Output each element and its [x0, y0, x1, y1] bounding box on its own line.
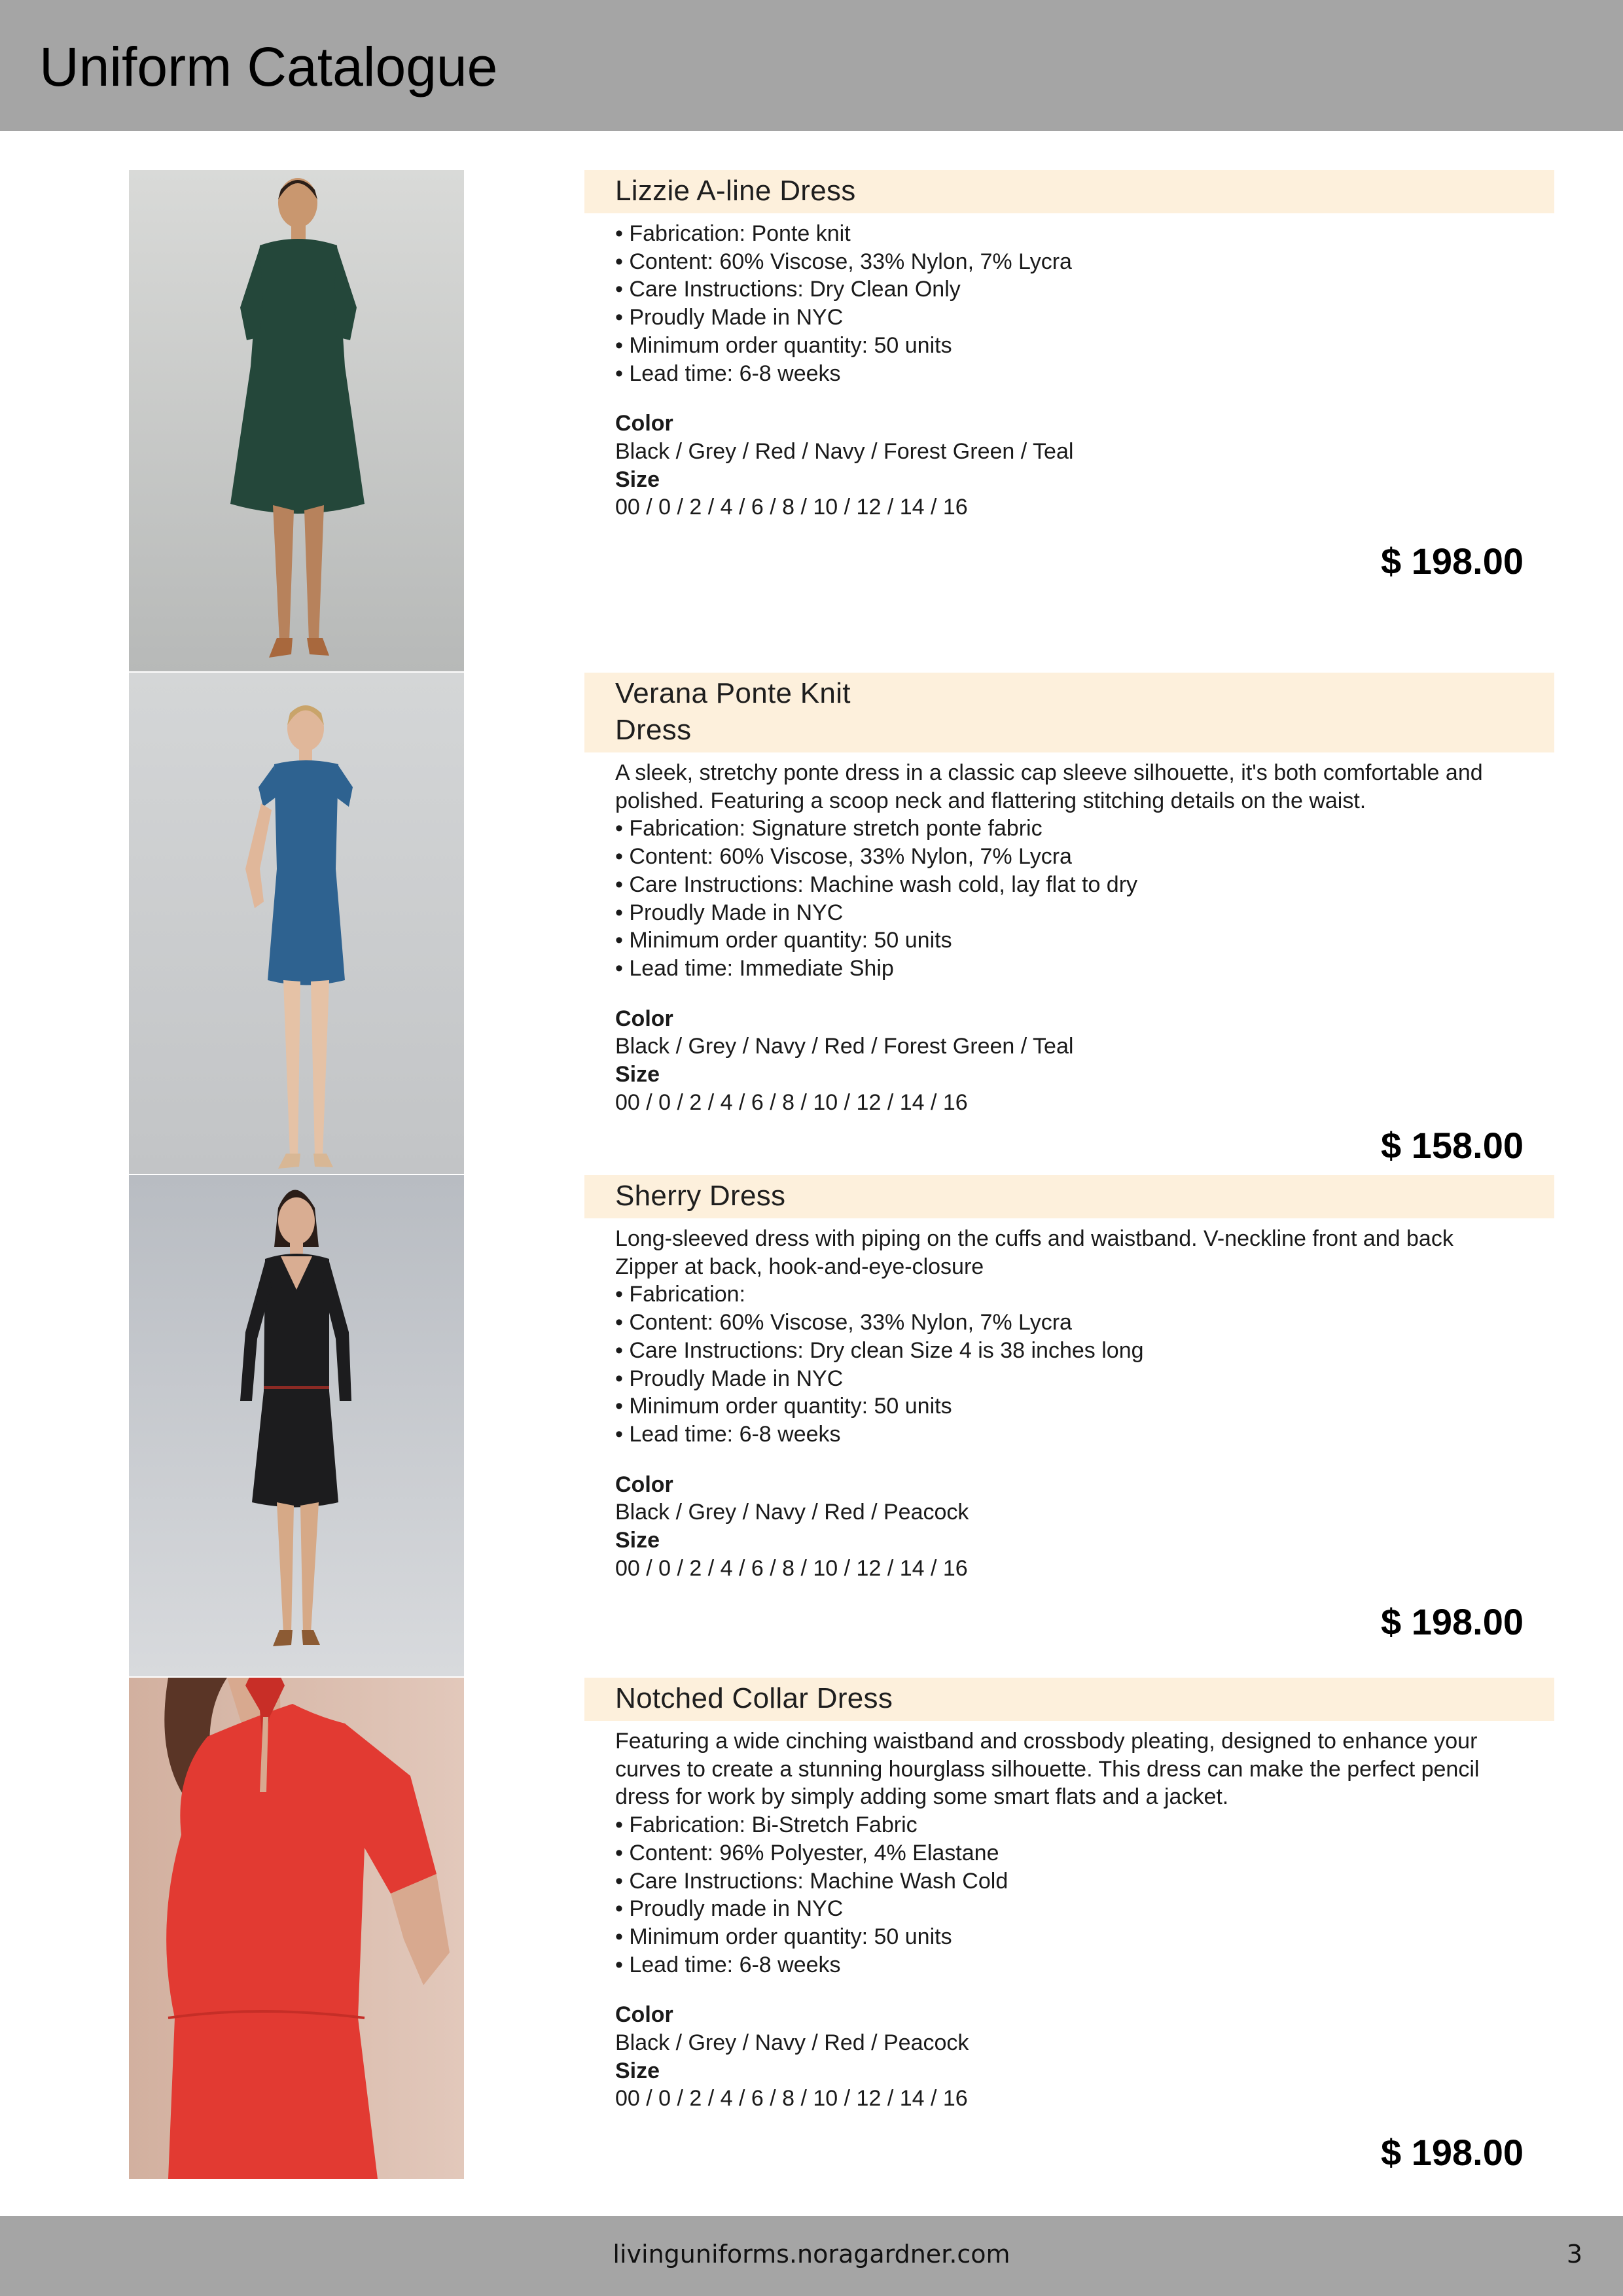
bullet-min-order: • Minimum order quantity: 50 units: [615, 1392, 1524, 1421]
description-line: polished. Featuring a scoop neck and flattering stitching details on the waist.: [615, 788, 1366, 813]
product-photo-verana: [129, 673, 464, 1174]
bullet-lead-time: • Lead time: 6-8 weeks: [615, 1421, 1524, 1449]
bullet-lead-time: • Lead time: 6-8 weeks: [615, 1951, 1524, 1979]
page-number: 3: [1566, 2240, 1582, 2269]
color-options: Black / Grey / Red / Navy / Forest Green / Teal: [615, 438, 1074, 464]
description-line: curves to create a stunning hourglass silhouette. This dress can make the perfect pencil: [615, 1756, 1480, 1782]
product-card-verana: [584, 673, 1554, 1167]
product-price: $ 198.00: [1381, 540, 1524, 582]
size-label: Size: [615, 2058, 660, 2083]
bullet-content: • Content: 60% Viscose, 33% Nylon, 7% Lycra: [615, 248, 1524, 276]
product-card-lizzie: [584, 170, 1554, 583]
bullet-content: • Content: 96% Polyester, 4% Elastane: [615, 1839, 1524, 1867]
bullet-lead-time: • Lead time: 6-8 weeks: [615, 360, 1524, 388]
product-title: Lizzie A-line Dress: [584, 170, 1554, 213]
page-header: [0, 0, 1623, 131]
color-options: Black / Grey / Navy / Red / Peacock: [615, 1500, 969, 1525]
product-price: $ 198.00: [1381, 2132, 1524, 2174]
bullet-fabrication: • Fabrication: Ponte knit: [615, 220, 1524, 248]
bullet-lead-time: • Lead time: Immediate Ship: [615, 955, 1524, 983]
description-line: Zipper at back, hook-and-eye-closure: [615, 1254, 984, 1279]
size-label: Size: [615, 1528, 660, 1553]
size-label: Size: [615, 467, 660, 492]
bullet-min-order: • Minimum order quantity: 50 units: [615, 927, 1524, 955]
size-options: 00 / 0 / 2 / 4 / 6 / 8 / 10 / 12 / 14 / 16: [615, 1089, 968, 1115]
bullet-content: • Content: 60% Viscose, 33% Nylon, 7% Lycra: [615, 843, 1524, 871]
size-options: 00 / 0 / 2 / 4 / 6 / 8 / 10 / 12 / 14 / 16: [615, 495, 968, 520]
product-title: Sherry Dress: [584, 1175, 1554, 1218]
description-line: Featuring a wide cinching waistband and crossbody pleating, designed to enhance your: [615, 1729, 1478, 1754]
description-line: A sleek, stretchy ponte dress in a classic cap sleeve silhouette, it's both comfortable and: [615, 760, 1483, 785]
product-card-sherry: [584, 1175, 1554, 1644]
color-label: Color: [615, 1006, 673, 1031]
product-price: $ 158.00: [1381, 1125, 1524, 1167]
bullet-min-order: • Minimum order quantity: 50 units: [615, 1923, 1524, 1951]
bullet-fabrication: • Fabrication: Signature stretch ponte fabric: [615, 815, 1524, 843]
bullet-care: • Care Instructions: Machine Wash Cold: [615, 1867, 1524, 1896]
product-price: $ 198.00: [1381, 1601, 1524, 1643]
product-photo-lizzie: [129, 170, 464, 671]
bullet-care: • Care Instructions: Dry clean Size 4 is 38 inches long: [615, 1337, 1524, 1365]
bullet-made-in: • Proudly made in NYC: [615, 1895, 1524, 1923]
product-photo-notched-collar: [129, 1678, 464, 2179]
bullet-fabrication: • Fabrication:: [615, 1280, 1524, 1309]
color-label: Color: [615, 2002, 673, 2028]
product-card-notched-collar: [584, 1678, 1554, 2174]
product-title: Verana Ponte Knit Dress: [584, 673, 1554, 752]
bullet-care: • Care Instructions: Dry Clean Only: [615, 275, 1524, 304]
size-options: 00 / 0 / 2 / 4 / 6 / 8 / 10 / 12 / 14 / 16: [615, 1555, 968, 1581]
page-footer: [0, 2216, 1623, 2296]
description-line: Long-sleeved dress with piping on the cuffs and waistband. V-neckline front and back: [615, 1226, 1454, 1251]
color-label: Color: [615, 1472, 673, 1497]
page-title: Uniform Catalogue: [39, 36, 498, 97]
bullet-min-order: • Minimum order quantity: 50 units: [615, 332, 1524, 360]
bullet-made-in: • Proudly Made in NYC: [615, 304, 1524, 332]
bullet-fabrication: • Fabrication: Bi-Stretch Fabric: [615, 1811, 1524, 1839]
color-options: Black / Grey / Navy / Red / Forest Green / Teal: [615, 1034, 1074, 1059]
bullet-care: • Care Instructions: Machine wash cold, lay flat to dry: [615, 871, 1524, 899]
website-link[interactable]: livinguniforms.noragardner.com: [613, 2240, 1010, 2269]
product-title: Notched Collar Dress: [584, 1678, 1554, 1721]
color-label: Color: [615, 411, 673, 436]
size-options: 00 / 0 / 2 / 4 / 6 / 8 / 10 / 12 / 14 / 16: [615, 2086, 968, 2111]
color-options: Black / Grey / Navy / Red / Peacock: [615, 2030, 969, 2056]
product-photo-sherry: [129, 1175, 464, 1676]
size-label: Size: [615, 1062, 660, 1087]
description-line: dress for work by simply adding some smart flats and a jacket.: [615, 1784, 1229, 1810]
bullet-made-in: • Proudly Made in NYC: [615, 899, 1524, 927]
bullet-made-in: • Proudly Made in NYC: [615, 1365, 1524, 1393]
bullet-content: • Content: 60% Viscose, 33% Nylon, 7% Lycra: [615, 1309, 1524, 1337]
